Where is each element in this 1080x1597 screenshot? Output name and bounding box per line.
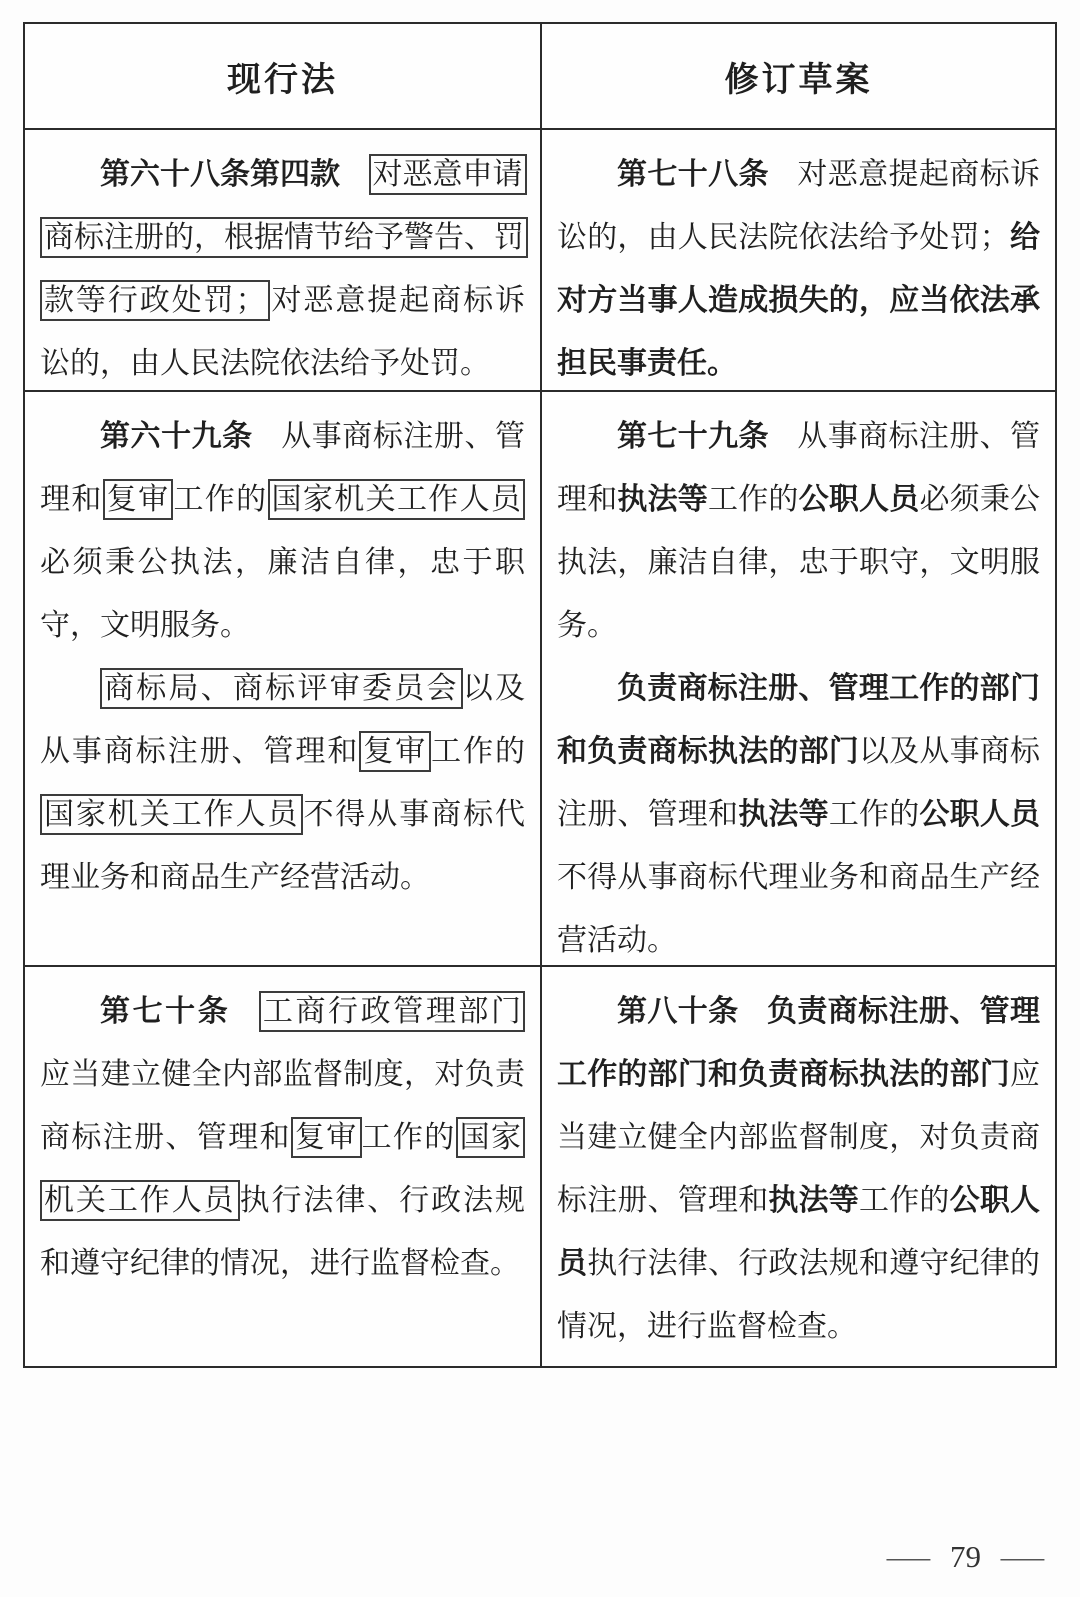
cell-left-row-0 [25,130,540,390]
text-run-normal: 工作的 [361,1121,456,1154]
cell-left-row-1 [25,392,540,965]
law-paragraph [40,405,525,657]
table-row [25,390,1055,965]
text-run-normal: 执行法律、行政法规和遵守纪律的情况，进行监督检查。 [557,1247,1041,1343]
table-body [25,128,1055,1368]
text-run-normal: 执行法律、行政法规和遵守纪律的情况，进行监督检查。 [40,1184,526,1280]
text-run-normal: 对恶意提起商标诉讼的，由人民法院依法给予处罚。 [40,284,526,380]
text-run-normal: 工作的 [828,798,920,831]
page-footer [886,1539,1045,1575]
text-run-bold: 负责商标注册、管理工作的部门和负责商标执法的部门 [557,995,1040,1091]
text-run-bold: 负责商标注册、管理工作的部门和负责商标执法的部门 [557,672,1040,768]
text-run-bold: 给对方当事人造成损失的，应当依法承担民事责任。 [557,221,1041,380]
text-run-boxed: 复审 [291,1117,362,1158]
table-header-row [25,24,1055,128]
footer-left-dash: — [886,1539,931,1574]
text-run-boxed: 工商行政管理部门 [259,991,525,1032]
text-run-boxed: 国家机关工作人员 [268,479,526,520]
text-run-normal: 以及从事商标注册、管理和 [40,672,525,768]
text-run-art: 第六十八条第四款 [100,158,340,191]
text-run-normal: 不得从事商标代理业务和商品生产经营活动。 [557,861,1040,957]
law-paragraph [40,657,525,909]
text-run-normal: 必须秉公执法，廉洁自律，忠于职守，文明服务。 [40,546,525,642]
table-row [25,128,1055,390]
text-run-normal: 以及从事商标注册、管理和 [557,735,1040,831]
text-run-normal: 应当建立健全内部监督制度，对负责商标注册、管理和 [557,1058,1040,1217]
text-run-normal: 从事商标注册、管理和 [40,420,526,516]
text-run-art: 第七十八条 [617,158,769,191]
text-run-boxed: 复审 [359,731,431,772]
column-header-revision-draft: 修订草案 [540,24,1055,128]
text-run-normal: 工作的 [173,483,268,516]
text-run-boxed: 复审 [103,479,174,520]
text-run-boxed: 国家机关工作人员 [40,1117,525,1221]
text-run-bold: 公职人员 [557,1184,1041,1280]
law-paragraph [40,980,525,1295]
cell-right-row-1 [540,392,1055,965]
text-run-boxed: 国家机关工作人员 [40,794,303,835]
law-paragraph [557,980,1040,1358]
text-run-art: 第六十九条 [100,420,253,453]
cell-left-row-2 [25,967,540,1368]
cell-right-row-0 [540,130,1055,390]
text-run-bold: 公职人员 [798,483,920,516]
text-run-normal: 工作的 [431,735,526,768]
text-run-normal: 应当建立健全内部监督制度，对负责商标注册、管理和 [40,1058,525,1154]
text-run-bold: 执法等 [768,1184,860,1217]
law-paragraph [557,657,1040,965]
text-run-normal: 必须秉公执法，廉洁自律，忠于职守，文明服务。 [557,483,1041,642]
text-run-art: 第八十条 [617,995,739,1028]
text-run-art: 第七十条 [100,995,231,1028]
law-paragraph [557,143,1040,390]
table-row [25,965,1055,1368]
text-run-normal: 工作的 [859,1184,950,1217]
text-run-art: 第七十九条 [617,420,769,453]
law-paragraph [557,405,1040,657]
page-number: 79 [950,1539,981,1574]
law-paragraph [40,143,525,390]
text-run-normal: 工作的 [708,483,799,516]
text-run-boxed: 商标局、商标评审委员会 [100,668,463,709]
text-run-bold: 公职人员 [919,798,1041,831]
text-run-normal: 对恶意提起商标诉讼的，由人民法院依法给予处罚； [557,158,1040,254]
law-comparison-table [23,22,1057,1368]
footer-right-dash: — [1000,1539,1045,1574]
text-run-boxed: 对恶意申请商标注册的，根据情节给予警告、罚款等行政处罚； [40,154,528,321]
text-run-bold: 执法等 [738,798,829,831]
cell-right-row-2 [540,967,1055,1368]
text-run-bold: 执法等 [617,483,709,516]
text-run-normal: 不得从事商标代理业务和商品生产经营活动。 [40,798,526,894]
column-header-current-law: 现行法 [227,60,338,99]
text-run-normal: 从事商标注册、管理和 [557,420,1040,516]
